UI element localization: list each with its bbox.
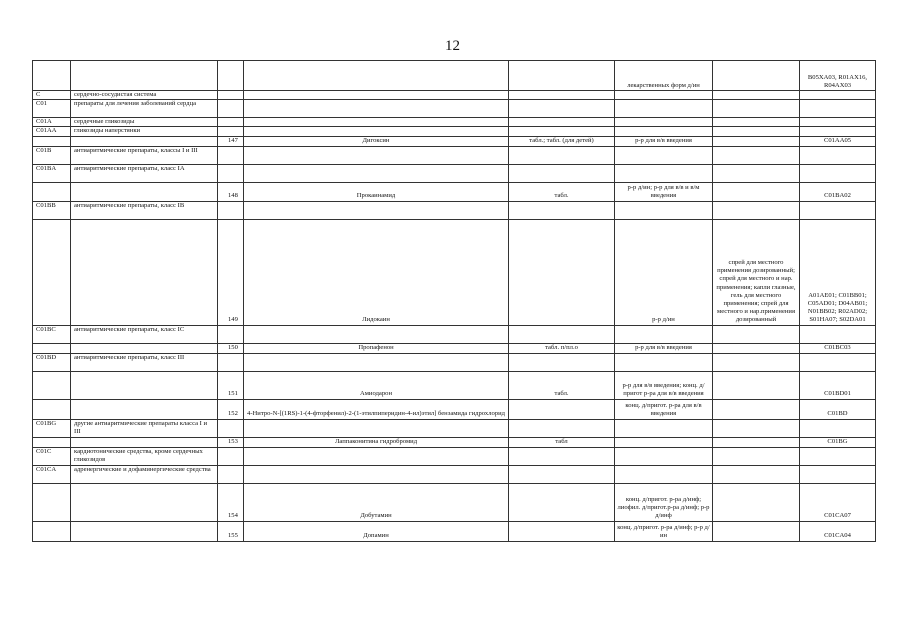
dosage-form-injection (615, 437, 713, 447)
dosage-form-oral (509, 419, 615, 437)
drug-name (244, 353, 509, 371)
atc-code: C01BC03 (800, 343, 876, 353)
dosage-form-injection (615, 91, 713, 100)
item-number (218, 164, 244, 182)
group-name: кардиотонические средства, кроме сердечных гликозидов (71, 447, 218, 465)
drug-name (244, 465, 509, 483)
dosage-form-other (713, 325, 800, 343)
dosage-form-oral (509, 465, 615, 483)
dosage-form-other (713, 127, 800, 136)
group-name (71, 136, 218, 146)
atc-group-code (33, 521, 71, 541)
dosage-form-injection (615, 146, 713, 164)
dosage-form-injection: лекарственных форм д/ин (615, 61, 713, 91)
drug-name: Добутамин (244, 483, 509, 521)
dosage-form-injection (615, 353, 713, 371)
table-row (33, 325, 876, 343)
dosage-form-injection: конц. д/пригот. р-ра для в/в введения (615, 399, 713, 419)
dosage-form-oral (509, 521, 615, 541)
dosage-form-other (713, 118, 800, 127)
dosage-form-injection (615, 465, 713, 483)
table-row (33, 127, 876, 136)
atc-group-code (33, 136, 71, 146)
group-name: антиаритмические препараты, класс IA (71, 164, 218, 182)
dosage-form-injection (615, 201, 713, 219)
item-number (218, 353, 244, 371)
table-row (33, 91, 876, 100)
atc-group-code: C01BA (33, 164, 71, 182)
group-name (71, 371, 218, 399)
dosage-form-other (713, 343, 800, 353)
atc-code (800, 164, 876, 182)
atc-group-code (33, 399, 71, 419)
group-name (71, 521, 218, 541)
drug-name (244, 201, 509, 219)
item-number (218, 127, 244, 136)
dosage-form-other (713, 465, 800, 483)
dosage-form-other (713, 399, 800, 419)
dosage-form-injection (615, 100, 713, 118)
drug-name (244, 447, 509, 465)
dosage-form-injection: р-р для в/в введения (615, 136, 713, 146)
item-number (218, 465, 244, 483)
dosage-form-injection (615, 447, 713, 465)
table-row (33, 182, 876, 201)
dosage-form-oral: табл. (509, 371, 615, 399)
atc-code (800, 91, 876, 100)
group-name (71, 182, 218, 201)
drug-name (244, 118, 509, 127)
dosage-form-oral (509, 127, 615, 136)
dosage-form-oral: табл. п/пл.о (509, 343, 615, 353)
item-number: 149 (218, 219, 244, 325)
atc-group-code (33, 343, 71, 353)
group-name (71, 219, 218, 325)
atc-group-code: C01AA (33, 127, 71, 136)
dosage-form-oral (509, 118, 615, 127)
group-name: антиаритмические препараты, класс IB (71, 201, 218, 219)
dosage-form-oral: табл. (509, 182, 615, 201)
table-row (33, 483, 876, 521)
atc-group-code: C01BG (33, 419, 71, 437)
dosage-form-injection: р-р для в/в введения (615, 343, 713, 353)
atc-group-code (33, 371, 71, 399)
dosage-form-oral (509, 100, 615, 118)
atc-code: B05XA03, R01AX16, R04AX03 (800, 61, 876, 91)
atc-group-code: C01BD (33, 353, 71, 371)
dosage-form-oral: табл (509, 437, 615, 447)
atc-code: C01BD (800, 399, 876, 419)
dosage-form-oral (509, 201, 615, 219)
atc-group-code (33, 437, 71, 447)
item-number: 148 (218, 182, 244, 201)
dosage-form-other (713, 91, 800, 100)
dosage-form-injection: р-р для в/в введения; конц. д/пригот р-ра для в/в введения (615, 371, 713, 399)
item-number (218, 419, 244, 437)
dosage-form-other (713, 61, 800, 91)
drug-name: Допамин (244, 521, 509, 541)
page-number: 12 (445, 38, 460, 54)
table-row (33, 521, 876, 541)
dosage-form-other (713, 437, 800, 447)
group-name (71, 399, 218, 419)
drug-name (244, 127, 509, 136)
dosage-form-oral (509, 483, 615, 521)
atc-code (800, 419, 876, 437)
item-number: 153 (218, 437, 244, 447)
dosage-form-other (713, 483, 800, 521)
atc-group-code: C01CA (33, 465, 71, 483)
dosage-form-injection (615, 164, 713, 182)
dosage-form-injection (615, 118, 713, 127)
atc-code (800, 127, 876, 136)
table-row (33, 437, 876, 447)
drug-name: 4-Нитро-N-[(1RS)-1-(4-фторфенил)-2-(1-этилпиперидин-4-ил)этил] бензамида гидрохлорид (244, 399, 509, 419)
atc-group-code: C (33, 91, 71, 100)
drug-name: Амиодарон (244, 371, 509, 399)
drug-name (244, 164, 509, 182)
dosage-form-other (713, 371, 800, 399)
item-number: 151 (218, 371, 244, 399)
group-name (71, 483, 218, 521)
dosage-form-injection: конц. д/пригот. р-ра д/инф; лиофил. д/пригот.р-ра д/инф; р-р д/инф (615, 483, 713, 521)
atc-code: C01BG (800, 437, 876, 447)
drug-name: Прокаинамид (244, 182, 509, 201)
dosage-form-other (713, 146, 800, 164)
atc-group-code: C01C (33, 447, 71, 465)
dosage-form-oral (509, 61, 615, 91)
dosage-form-oral: табл.; табл. (для детей) (509, 136, 615, 146)
group-name: сердечно-сосудистая система (71, 91, 218, 100)
item-number: 155 (218, 521, 244, 541)
dosage-form-injection (615, 325, 713, 343)
table-row (33, 201, 876, 219)
atc-code: C01CA04 (800, 521, 876, 541)
table-row (33, 61, 876, 91)
item-number (218, 118, 244, 127)
drug-name: Лидокаин (244, 219, 509, 325)
group-name (71, 61, 218, 91)
drug-name (244, 325, 509, 343)
atc-code: C01BA02 (800, 182, 876, 201)
item-number (218, 100, 244, 118)
dosage-form-other (713, 100, 800, 118)
group-name: антиаритмические препараты, классы I и III (71, 146, 218, 164)
group-name: антиаритмические препараты, класс IC (71, 325, 218, 343)
item-number: 154 (218, 483, 244, 521)
table-row (33, 343, 876, 353)
atc-code: C01CA07 (800, 483, 876, 521)
dosage-form-oral (509, 219, 615, 325)
atc-code: C01AA05 (800, 136, 876, 146)
atc-group-code: C01 (33, 100, 71, 118)
dosage-form-oral (509, 353, 615, 371)
group-name: препараты для лечения заболеваний сердца (71, 100, 218, 118)
atc-code (800, 146, 876, 164)
dosage-form-oral (509, 447, 615, 465)
dosage-form-other (713, 164, 800, 182)
atc-code (800, 353, 876, 371)
item-number (218, 325, 244, 343)
dosage-form-other (713, 201, 800, 219)
atc-code (800, 118, 876, 127)
atc-group-code: C01A (33, 118, 71, 127)
drug-name (244, 91, 509, 100)
table-row (33, 136, 876, 146)
item-number (218, 61, 244, 91)
table-row (33, 219, 876, 325)
drug-name: Лаппаконитина гидробромид (244, 437, 509, 447)
item-number: 152 (218, 399, 244, 419)
dosage-form-oral (509, 399, 615, 419)
group-name: адренергические и дофаминергические средства (71, 465, 218, 483)
table-row (33, 146, 876, 164)
table-row (33, 100, 876, 118)
table-row (33, 399, 876, 419)
item-number: 147 (218, 136, 244, 146)
atc-group-code (33, 219, 71, 325)
item-number (218, 201, 244, 219)
dosage-form-oral (509, 146, 615, 164)
dosage-form-oral (509, 91, 615, 100)
drug-name (244, 419, 509, 437)
atc-group-code: C01BB (33, 201, 71, 219)
atc-code (800, 447, 876, 465)
table-row (33, 118, 876, 127)
item-number (218, 91, 244, 100)
atc-group-code (33, 61, 71, 91)
drug-name: Дигоксин (244, 136, 509, 146)
atc-code (800, 100, 876, 118)
drug-name: Пропафенон (244, 343, 509, 353)
atc-code (800, 465, 876, 483)
group-name: антиаритмические препараты, класс III (71, 353, 218, 371)
item-number: 150 (218, 343, 244, 353)
atc-code: A01AE01; C01BB01; C05AD01; D04AB01; N01BB02; R02AD02; S01HA07; S02DA01 (800, 219, 876, 325)
atc-code: C01BD01 (800, 371, 876, 399)
dosage-form-injection (615, 419, 713, 437)
dosage-form-injection: р-р д/ин; р-р для в/в и в/м введения (615, 182, 713, 201)
group-name: гликозиды наперстянки (71, 127, 218, 136)
dosage-form-other (713, 182, 800, 201)
dosage-form-injection: р-р д/ин (615, 219, 713, 325)
drug-registry-table (32, 60, 876, 542)
dosage-form-other (713, 136, 800, 146)
table-row (33, 419, 876, 437)
drug-name (244, 61, 509, 91)
table-row (33, 353, 876, 371)
dosage-form-oral (509, 164, 615, 182)
dosage-form-other (713, 521, 800, 541)
dosage-form-injection: конц. д/пригот. р-ра д/инф; р-р д/ин (615, 521, 713, 541)
table-row (33, 465, 876, 483)
atc-group-code (33, 483, 71, 521)
atc-group-code (33, 182, 71, 201)
group-name (71, 437, 218, 447)
atc-group-code: C01B (33, 146, 71, 164)
dosage-form-injection (615, 127, 713, 136)
table-row (33, 447, 876, 465)
dosage-form-other (713, 353, 800, 371)
dosage-form-oral (509, 325, 615, 343)
drug-name (244, 100, 509, 118)
dosage-form-other: спрей для местного применения дозированный; спрей для местного и нар. применения; капли глазные, гель для местного применения; спрей для местного и нар.применения дозированный (713, 219, 800, 325)
atc-group-code: C01BC (33, 325, 71, 343)
drug-name (244, 146, 509, 164)
group-name (71, 343, 218, 353)
dosage-form-other (713, 447, 800, 465)
atc-code (800, 325, 876, 343)
atc-code (800, 201, 876, 219)
group-name: сердечные гликозиды (71, 118, 218, 127)
item-number (218, 146, 244, 164)
table-row (33, 371, 876, 399)
table-row (33, 164, 876, 182)
item-number (218, 447, 244, 465)
group-name: другие антиаритмические препараты класса I и III (71, 419, 218, 437)
dosage-form-other (713, 419, 800, 437)
